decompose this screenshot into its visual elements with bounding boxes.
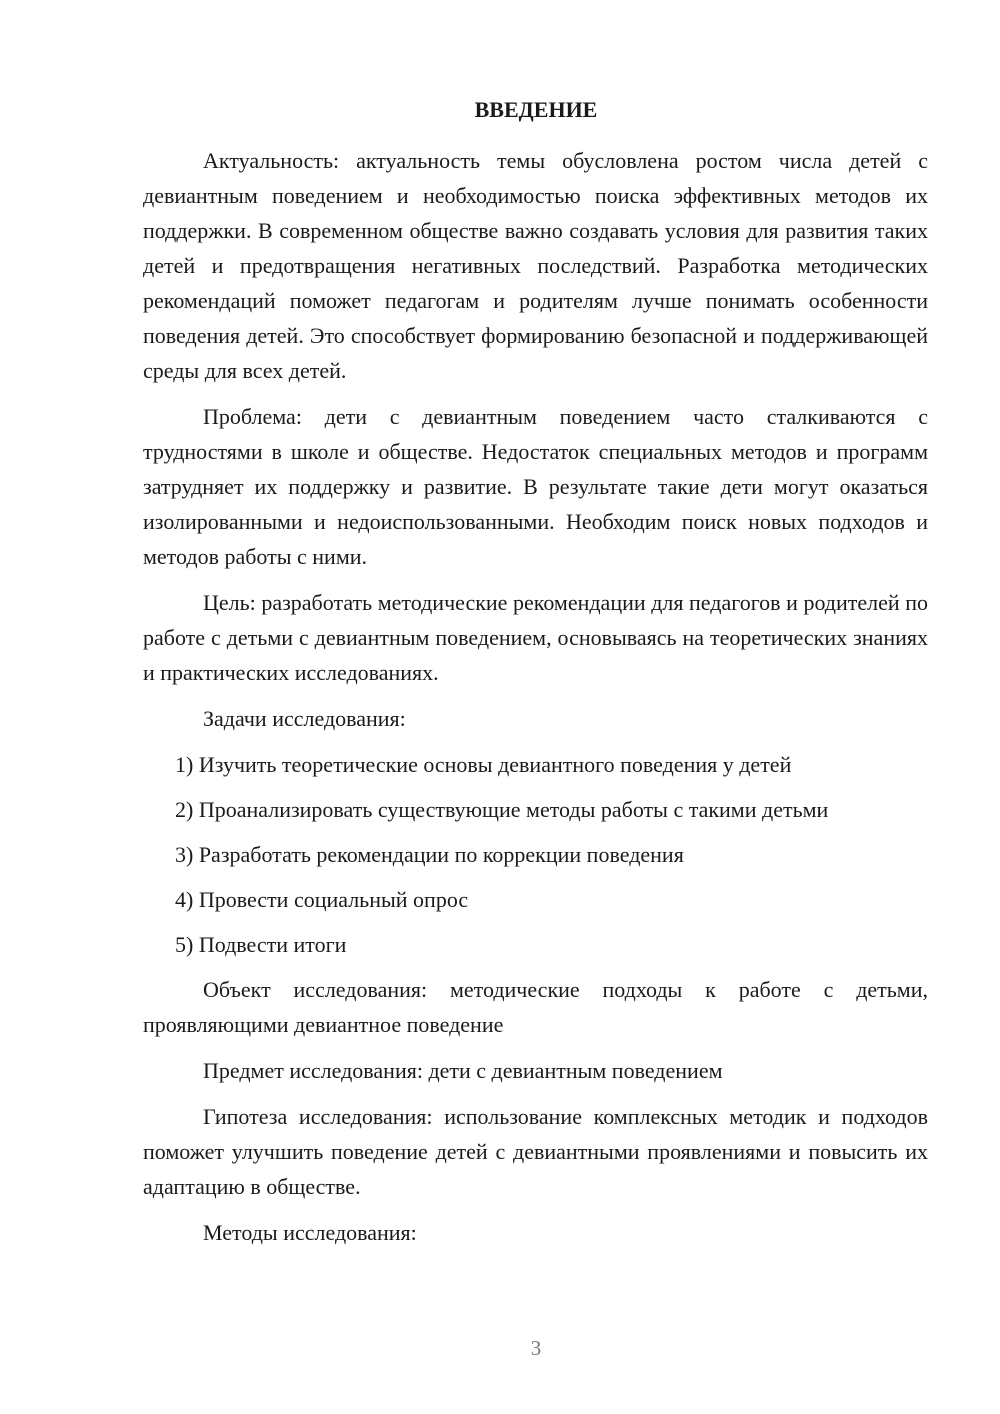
list-item: 3) Разработать рекомендации по коррекции поведения [175, 842, 684, 867]
relevance-paragraph: Актуальность: актуальность темы обусловлена ростом числа детей с девиантным поведением и необходимостью поиска эффективных методов их поддержки. В современном обществе важно создавать условия для развития таких детей и предотвращения негативных последствий. Разработка методических рекомендаций поможет педагогам и родителям лучше понимать особенности поведения детей. Это способствует формированию безопасной и поддерживающей среды для всех детей. [143, 148, 928, 383]
list-item: 4) Провести социальный опрос [175, 887, 469, 912]
list-item: 5) Подвести итоги [175, 932, 347, 957]
hypothesis-paragraph: Гипотеза исследования: использование комплексных методик и подходов поможет улучшить поведение детей с девиантными проявлениями и повысить их адаптацию в обществе. [143, 1104, 928, 1199]
list-item: 2) Проанализировать существующие методы работы с такими детьми [175, 797, 829, 822]
problem-paragraph: Проблема: дети с девиантным поведением часто сталкиваются с трудностями в школе и обществе. Недостаток специальных методов и программ затрудняет их поддержку и развитие. В результате такие дети могут оказаться изолированными и недоиспользованными. Необходим поиск новых подходов и методов работы с ними. [143, 404, 928, 569]
body-text [143, 143, 928, 1261]
list-item: 1) Изучить теоретические основы девиантного поведения у детей [175, 752, 792, 777]
page-title: ВВЕДЕНИЕ [474, 97, 598, 122]
goal-paragraph: Цель: разработать методические рекомендации для педагогов и родителей по работе с детьми с девиантным поведением, основываясь на теоретических знаниях и практических исследованиях. [143, 590, 928, 685]
subject-paragraph: Предмет исследования: дети с девиантным поведением [203, 1058, 723, 1083]
methods-heading: Методы исследования: [203, 1220, 417, 1245]
tasks-heading: Задачи исследования: [203, 706, 406, 731]
object-paragraph: Объект исследования: методические подходы к работе с детьми, проявляющими девиантное поведение [143, 977, 928, 1037]
page-number: 3 [530, 1336, 542, 1360]
tasks-list [143, 747, 928, 962]
